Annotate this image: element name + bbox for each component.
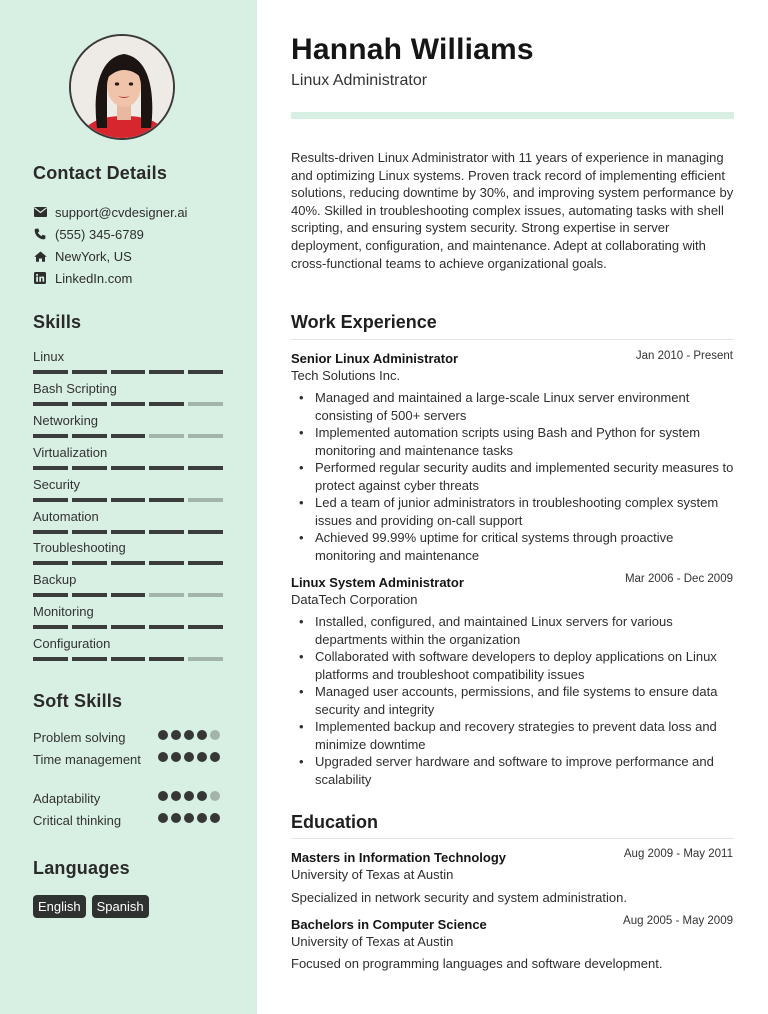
linkedin-icon xyxy=(33,271,47,285)
skill-level-segment xyxy=(188,466,223,470)
skill-item xyxy=(33,572,223,597)
skill-level-segment xyxy=(111,625,146,629)
skill-level-segment xyxy=(33,625,68,629)
skill-level-bar xyxy=(33,466,223,470)
skill-name: Troubleshooting xyxy=(33,540,126,556)
soft-skill-name: Problem solving xyxy=(33,730,126,745)
languages-list xyxy=(33,895,149,918)
skill-level-segment xyxy=(33,434,68,438)
skill-level-segment xyxy=(149,402,184,406)
skill-name: Virtualization xyxy=(33,444,108,460)
list-item: • Implemented automation scripts using Bash and Python for system monitoring and maintenance tasks xyxy=(297,424,737,459)
skill-name: Configuration xyxy=(33,636,111,652)
skill-level-segment xyxy=(111,657,146,661)
skill-level-segment xyxy=(72,466,107,470)
skill-item xyxy=(33,413,223,438)
skill-level-segment xyxy=(33,402,68,406)
profile-summary: Results-driven Linux Administrator with 11 years of experience in managing and optimizing Linux systems. Proven track record of implementing efficient solutions, reducing downtime by 30%, and improving system performance by 40%. Skilled in troubleshooting complex issues, automating tasks with shell scripting, and ensuring system security. Strong expertise in server deployment, configuration, and maintenance. Adept at collaborating with cross-functional teams to achieve organizational goals. xyxy=(291,150,734,271)
skill-name: Linux xyxy=(33,349,65,364)
home-icon xyxy=(33,249,47,263)
degree-title: Masters in Information Technology xyxy=(291,850,507,865)
rating-dot xyxy=(171,791,181,801)
job-bullets xyxy=(297,613,737,788)
skill-level-bar xyxy=(33,498,223,502)
skill-level-segment xyxy=(188,402,223,406)
skill-level-segment xyxy=(188,498,223,502)
contact-email-text: support@cvdesigner.ai xyxy=(55,204,188,220)
job-dates: Mar 2006 - Dec 2009 xyxy=(624,573,733,585)
skill-level-segment xyxy=(111,593,146,597)
rating-dot xyxy=(184,791,194,801)
accent-divider xyxy=(291,112,734,119)
contact-phone-text: (555) 345-6789 xyxy=(55,226,144,242)
contact-email[interactable] xyxy=(33,203,187,221)
rating-dot xyxy=(171,730,181,740)
skill-level-segment xyxy=(72,434,107,438)
rating-dot xyxy=(210,752,220,762)
soft-skills-heading: Soft Skills xyxy=(33,691,123,711)
skill-level-segment xyxy=(72,657,107,661)
candidate-name: Hannah Williams xyxy=(291,33,534,66)
skill-level-segment xyxy=(33,657,68,661)
languages-heading: Languages xyxy=(33,858,130,878)
skill-level-segment xyxy=(149,593,184,597)
rating-dot xyxy=(210,813,220,823)
skill-level-segment xyxy=(72,625,107,629)
skill-level-segment xyxy=(72,402,107,406)
skill-level-segment xyxy=(188,657,223,661)
rating-dot xyxy=(197,752,207,762)
skill-level-segment xyxy=(33,561,68,565)
soft-skill-name: Adaptability xyxy=(33,791,101,806)
skill-name: Networking xyxy=(33,412,99,428)
skill-item xyxy=(33,381,223,406)
skill-level-segment xyxy=(33,593,68,597)
rating-dot xyxy=(158,752,168,762)
list-item: • Performed regular security audits and implemented security measures to protect against cyber threats xyxy=(297,459,737,494)
list-item: • Led a team of junior administrators in troubleshooting complex system issues and providing on-call support xyxy=(297,494,737,529)
job-company: Tech Solutions Inc. xyxy=(291,368,401,383)
skill-level-segment xyxy=(149,625,184,629)
skill-level-segment xyxy=(33,370,68,374)
skill-level-segment xyxy=(72,370,107,374)
skill-level-segment xyxy=(188,370,223,374)
work-experience-heading: Work Experience xyxy=(291,312,437,332)
rating-dot xyxy=(197,791,207,801)
phone-icon xyxy=(33,227,47,241)
language-tag: Spanish xyxy=(92,895,149,918)
contact-location-text: NewYork, US xyxy=(55,248,132,264)
list-item: • Upgraded server hardware and software to improve performance and scalability xyxy=(297,753,737,788)
envelope-icon xyxy=(33,205,47,219)
skill-level-bar xyxy=(33,530,223,534)
skill-level-bar xyxy=(33,561,223,565)
skill-level-segment xyxy=(149,466,184,470)
school-name: University of Texas at Austin xyxy=(291,934,454,949)
list-item: • Achieved 99.99% uptime for critical systems through proactive monitoring and maintenance xyxy=(297,529,737,564)
contact-heading: Contact Details xyxy=(33,163,168,183)
list-item: • Implemented backup and recovery strategies to prevent data loss and minimize downtime xyxy=(297,718,737,753)
skill-level-bar xyxy=(33,402,223,406)
skill-level-segment xyxy=(72,593,107,597)
skill-level-segment xyxy=(111,466,146,470)
soft-skill-rating xyxy=(158,730,220,740)
soft-skill-rating xyxy=(158,813,220,823)
skill-level-segment xyxy=(33,530,68,534)
skill-level-segment xyxy=(111,434,146,438)
contact-location xyxy=(33,247,132,265)
skill-level-segment xyxy=(33,498,68,502)
profile-photo xyxy=(69,34,175,140)
school-name: University of Texas at Austin xyxy=(291,867,454,882)
skill-level-segment xyxy=(188,625,223,629)
section-divider xyxy=(291,339,734,340)
degree-description: Focused on programming languages and software development. xyxy=(291,956,663,971)
skill-item xyxy=(33,636,223,661)
education-heading: Education xyxy=(291,812,379,832)
skill-level-segment xyxy=(111,498,146,502)
rating-dot xyxy=(171,813,181,823)
rating-dot xyxy=(158,791,168,801)
job-company: DataTech Corporation xyxy=(291,592,418,607)
skill-level-bar xyxy=(33,593,223,597)
skill-level-segment xyxy=(111,402,146,406)
skill-level-segment xyxy=(149,370,184,374)
skill-level-bar xyxy=(33,370,223,374)
skill-level-segment xyxy=(149,561,184,565)
degree-dates: Aug 2009 - May 2011 xyxy=(623,848,733,860)
degree-description: Specialized in network security and system administration. xyxy=(291,890,627,905)
skill-level-segment xyxy=(111,561,146,565)
section-divider xyxy=(291,838,734,839)
rating-dot xyxy=(158,813,168,823)
skill-level-segment xyxy=(72,561,107,565)
skill-level-segment xyxy=(111,370,146,374)
job-title: Linux System Administrator xyxy=(291,575,464,590)
soft-skill-item xyxy=(33,751,223,768)
degree-title: Bachelors in Computer Science xyxy=(291,917,487,932)
rating-dot xyxy=(210,791,220,801)
skill-level-segment xyxy=(33,466,68,470)
contact-linkedin-text: LinkedIn.com xyxy=(55,270,133,286)
list-item: • Installed, configured, and maintained Linux servers for various departments within the organization xyxy=(297,613,737,648)
rating-dot xyxy=(184,813,194,823)
skill-item xyxy=(33,445,223,470)
candidate-role: Linux Administrator xyxy=(291,72,428,89)
contact-phone[interactable] xyxy=(33,225,144,243)
skill-level-segment xyxy=(149,530,184,534)
skill-item xyxy=(33,540,223,565)
soft-skill-name: Critical thinking xyxy=(33,813,122,828)
skill-level-segment xyxy=(72,498,107,502)
rating-dot xyxy=(158,730,168,740)
skill-level-segment xyxy=(149,498,184,502)
skill-level-segment xyxy=(111,530,146,534)
degree-dates: Aug 2005 - May 2009 xyxy=(623,915,733,927)
job-title: Senior Linux Administrator xyxy=(291,351,459,366)
skill-level-segment xyxy=(188,530,223,534)
soft-skill-name: Time management xyxy=(33,752,141,767)
skill-name: Backup xyxy=(33,572,77,588)
skill-item xyxy=(33,509,223,534)
skill-level-bar xyxy=(33,625,223,629)
skill-name: Monitoring xyxy=(33,604,94,620)
list-item: • Managed user accounts, permissions, and file systems to ensure data security and integrity xyxy=(297,683,737,718)
skill-level-bar xyxy=(33,657,223,661)
soft-skill-rating xyxy=(158,791,220,801)
list-item: • Collaborated with software developers to deploy applications on Linux platforms and troubleshoot compatibility issues xyxy=(297,648,737,683)
skill-level-segment xyxy=(188,593,223,597)
soft-skill-rating xyxy=(158,752,220,762)
skill-name: Automation xyxy=(33,508,99,524)
skill-level-segment xyxy=(188,561,223,565)
job-dates: Jan 2010 - Present xyxy=(635,350,733,362)
skill-item xyxy=(33,477,223,502)
list-item: • Managed and maintained a large-scale Linux server environment consisting of 500+ servers xyxy=(297,389,737,424)
skills-heading: Skills xyxy=(33,312,82,332)
skill-level-segment xyxy=(188,434,223,438)
skill-name: Security xyxy=(33,476,80,492)
rating-dot xyxy=(197,730,207,740)
soft-skill-item xyxy=(33,790,223,807)
rating-dot xyxy=(210,730,220,740)
contact-linkedin[interactable] xyxy=(33,269,132,287)
avatar xyxy=(71,36,175,140)
language-tag: English xyxy=(33,895,86,918)
sidebar xyxy=(0,0,257,1014)
rating-dot xyxy=(184,752,194,762)
skill-level-segment xyxy=(149,657,184,661)
skill-item xyxy=(33,604,223,629)
skill-name: Bash Scripting xyxy=(33,380,117,396)
skill-item xyxy=(33,349,223,374)
soft-skill-item xyxy=(33,812,223,829)
rating-dot xyxy=(184,730,194,740)
soft-skill-item xyxy=(33,729,223,746)
skill-level-segment xyxy=(72,530,107,534)
rating-dot xyxy=(197,813,207,823)
skill-level-segment xyxy=(149,434,184,438)
skill-level-bar xyxy=(33,434,223,438)
rating-dot xyxy=(171,752,181,762)
job-bullets xyxy=(297,389,737,564)
